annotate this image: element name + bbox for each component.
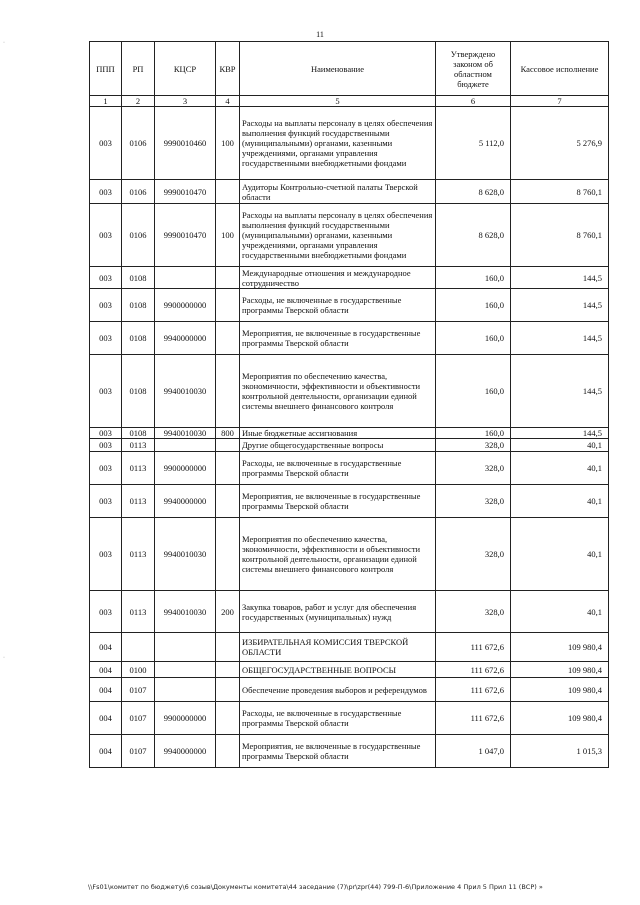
cell-name: ОБЩЕГОСУДАРСТВЕННЫЕ ВОПРОСЫ xyxy=(240,662,436,678)
cell-kvr xyxy=(216,322,240,355)
cell-kcsr: 9940010030 xyxy=(155,591,216,633)
cell-executed: 144,5 xyxy=(511,322,609,355)
cell-approved: 160,0 xyxy=(436,355,511,428)
cell-kvr xyxy=(216,702,240,735)
cell-approved: 160,0 xyxy=(436,322,511,355)
cell-ppp: 003 xyxy=(90,452,122,485)
cell-kcsr: 9940000000 xyxy=(155,322,216,355)
cell-approved: 328,0 xyxy=(436,439,511,452)
table-row xyxy=(90,735,609,768)
table-row xyxy=(90,180,609,204)
cell-executed: 109 980,4 xyxy=(511,702,609,735)
cell-approved: 328,0 xyxy=(436,518,511,591)
cell-name: Расходы, не включенные в государственные программы Тверской области xyxy=(240,702,436,735)
cell-executed: 5 276,9 xyxy=(511,107,609,180)
cell-name: Мероприятия по обеспечению качества, экономичности, эффективности и объективности контрольной деятельности, организации единой системы внешнего финансового контроля xyxy=(240,355,436,428)
table-row xyxy=(90,204,609,267)
cell-kcsr xyxy=(155,678,216,702)
cell-name: Другие общегосударственные вопросы xyxy=(240,439,436,452)
cell-kcsr: 9900000000 xyxy=(155,702,216,735)
cell-kvr xyxy=(216,735,240,768)
cell-kcsr: 9940000000 xyxy=(155,735,216,768)
cell-kcsr xyxy=(155,662,216,678)
table-row xyxy=(90,662,609,678)
page-number: 11 xyxy=(316,30,324,39)
table-row xyxy=(90,678,609,702)
table-row xyxy=(90,107,609,180)
cell-kvr xyxy=(216,180,240,204)
cell-executed: 144,5 xyxy=(511,355,609,428)
cell-kvr: 800 xyxy=(216,428,240,439)
budget-table xyxy=(89,41,609,768)
col-header-name: Наименование xyxy=(240,42,436,96)
cell-executed: 144,5 xyxy=(511,428,609,439)
table-row xyxy=(90,355,609,428)
cell-kvr xyxy=(216,518,240,591)
cell-kvr: 100 xyxy=(216,107,240,180)
cell-rp: 0107 xyxy=(122,735,155,768)
scan-margin-mark: · xyxy=(3,655,5,661)
cell-rp: 0107 xyxy=(122,678,155,702)
cell-kcsr: 9940010030 xyxy=(155,428,216,439)
cell-kcsr: 9990010460 xyxy=(155,107,216,180)
index-cell: 3 xyxy=(155,96,216,107)
cell-ppp: 003 xyxy=(90,180,122,204)
col-header-kvr: КВР xyxy=(216,42,240,96)
cell-kvr: 100 xyxy=(216,204,240,267)
cell-ppp: 003 xyxy=(90,355,122,428)
cell-rp: 0100 xyxy=(122,662,155,678)
cell-executed: 109 980,4 xyxy=(511,678,609,702)
cell-rp: 0113 xyxy=(122,452,155,485)
cell-approved: 1 047,0 xyxy=(436,735,511,768)
col-header-ppp: ППП xyxy=(90,42,122,96)
index-cell: 6 xyxy=(436,96,511,107)
cell-rp: 0113 xyxy=(122,485,155,518)
col-header-kcsr: КЦСР xyxy=(155,42,216,96)
cell-ppp: 003 xyxy=(90,439,122,452)
cell-ppp: 004 xyxy=(90,633,122,662)
cell-kvr xyxy=(216,485,240,518)
table-body xyxy=(90,107,609,768)
index-cell: 1 xyxy=(90,96,122,107)
cell-approved: 8 628,0 xyxy=(436,180,511,204)
cell-approved: 160,0 xyxy=(436,267,511,289)
cell-ppp: 004 xyxy=(90,702,122,735)
cell-name: Мероприятия, не включенные в государственные программы Тверской области xyxy=(240,485,436,518)
index-cell: 5 xyxy=(240,96,436,107)
cell-ppp: 003 xyxy=(90,518,122,591)
cell-rp: 0106 xyxy=(122,180,155,204)
cell-executed: 109 980,4 xyxy=(511,633,609,662)
cell-executed: 8 760,1 xyxy=(511,204,609,267)
table-row xyxy=(90,485,609,518)
index-cell: 7 xyxy=(511,96,609,107)
index-cell: 4 xyxy=(216,96,240,107)
cell-ppp: 004 xyxy=(90,678,122,702)
cell-kcsr xyxy=(155,439,216,452)
cell-kcsr xyxy=(155,633,216,662)
table-row xyxy=(90,452,609,485)
cell-kvr xyxy=(216,452,240,485)
cell-kcsr: 9900000000 xyxy=(155,452,216,485)
cell-ppp: 003 xyxy=(90,267,122,289)
cell-kcsr: 9990010470 xyxy=(155,180,216,204)
cell-kvr: 200 xyxy=(216,591,240,633)
col-header-executed: Кассовое исполнение xyxy=(511,42,609,96)
file-path-footer: \\Fs01\комитет по бюджету\6 созыв\Документы комитета\44 заседание (7)\pr\zpr(44) 799-П-6\Приложение 4 Прил 5 Прил 11 (ВСР) » xyxy=(88,883,543,891)
cell-rp: 0106 xyxy=(122,107,155,180)
cell-approved: 160,0 xyxy=(436,428,511,439)
cell-kvr xyxy=(216,678,240,702)
table-row xyxy=(90,428,609,439)
cell-name: Расходы, не включенные в государственные программы Тверской области xyxy=(240,452,436,485)
index-cell: 2 xyxy=(122,96,155,107)
cell-kvr xyxy=(216,355,240,428)
cell-approved: 328,0 xyxy=(436,591,511,633)
cell-name: Обеспечение проведения выборов и референдумов xyxy=(240,678,436,702)
col-header-approved: Утверждено законом об областном бюджете xyxy=(436,42,511,96)
cell-rp xyxy=(122,633,155,662)
cell-ppp: 003 xyxy=(90,322,122,355)
cell-name: Закупка товаров, работ и услуг для обеспечения государственных (муниципальных) нужд xyxy=(240,591,436,633)
cell-name: ИЗБИРАТЕЛЬНАЯ КОМИССИЯ ТВЕРСКОЙ ОБЛАСТИ xyxy=(240,633,436,662)
header-row xyxy=(90,42,609,96)
cell-kvr xyxy=(216,633,240,662)
cell-rp: 0106 xyxy=(122,204,155,267)
cell-approved: 111 672,6 xyxy=(436,633,511,662)
cell-executed: 40,1 xyxy=(511,452,609,485)
cell-kvr xyxy=(216,289,240,322)
cell-rp: 0113 xyxy=(122,518,155,591)
cell-executed: 109 980,4 xyxy=(511,662,609,678)
cell-kvr xyxy=(216,439,240,452)
cell-kcsr: 9940000000 xyxy=(155,485,216,518)
cell-executed: 40,1 xyxy=(511,518,609,591)
cell-approved: 111 672,6 xyxy=(436,678,511,702)
cell-approved: 160,0 xyxy=(436,289,511,322)
table-row xyxy=(90,702,609,735)
scan-margin-mark: · xyxy=(3,40,5,46)
cell-approved: 8 628,0 xyxy=(436,204,511,267)
cell-ppp: 004 xyxy=(90,662,122,678)
cell-executed: 144,5 xyxy=(511,267,609,289)
cell-ppp: 003 xyxy=(90,107,122,180)
cell-name: Мероприятия, не включенные в государственные программы Тверской области xyxy=(240,322,436,355)
cell-kvr xyxy=(216,662,240,678)
index-row xyxy=(90,96,609,107)
cell-kcsr: 9900000000 xyxy=(155,289,216,322)
cell-rp: 0108 xyxy=(122,322,155,355)
cell-executed: 8 760,1 xyxy=(511,180,609,204)
col-header-rp: РП xyxy=(122,42,155,96)
cell-ppp: 003 xyxy=(90,204,122,267)
cell-rp: 0108 xyxy=(122,289,155,322)
cell-executed: 1 015,3 xyxy=(511,735,609,768)
cell-kcsr: 9940010030 xyxy=(155,518,216,591)
cell-kcsr xyxy=(155,267,216,289)
cell-executed: 40,1 xyxy=(511,485,609,518)
cell-name: Иные бюджетные ассигнования xyxy=(240,428,436,439)
cell-approved: 328,0 xyxy=(436,485,511,518)
cell-rp: 0108 xyxy=(122,428,155,439)
cell-approved: 111 672,6 xyxy=(436,702,511,735)
cell-approved: 111 672,6 xyxy=(436,662,511,678)
cell-name: Международные отношения и международное сотрудничество xyxy=(240,267,436,289)
cell-executed: 40,1 xyxy=(511,591,609,633)
table-row xyxy=(90,439,609,452)
cell-ppp: 003 xyxy=(90,485,122,518)
cell-rp: 0108 xyxy=(122,267,155,289)
cell-rp: 0107 xyxy=(122,702,155,735)
cell-ppp: 003 xyxy=(90,289,122,322)
cell-rp: 0108 xyxy=(122,355,155,428)
cell-ppp: 003 xyxy=(90,591,122,633)
cell-name: Расходы, не включенные в государственные программы Тверской области xyxy=(240,289,436,322)
table-row xyxy=(90,591,609,633)
table-row xyxy=(90,633,609,662)
cell-approved: 328,0 xyxy=(436,452,511,485)
cell-name: Расходы на выплаты персоналу в целях обеспечения выполнения функций государственными (муниципальными) органами, казенными учреждениями, органами управления государственными внебюджетными фондами xyxy=(240,107,436,180)
cell-name: Мероприятия, не включенные в государственные программы Тверской области xyxy=(240,735,436,768)
cell-approved: 5 112,0 xyxy=(436,107,511,180)
cell-kvr xyxy=(216,267,240,289)
table-row xyxy=(90,267,609,289)
cell-name: Расходы на выплаты персоналу в целях обеспечения выполнения функций государственными (муниципальными) органами, казенными учреждениями, органами управления государственными внебюджетными фондами xyxy=(240,204,436,267)
table-row xyxy=(90,518,609,591)
cell-rp: 0113 xyxy=(122,439,155,452)
cell-executed: 144,5 xyxy=(511,289,609,322)
cell-name: Мероприятия по обеспечению качества, экономичности, эффективности и объективности контрольной деятельности, организации единой системы внешнего финансового контроля xyxy=(240,518,436,591)
cell-name: Аудиторы Контрольно-счетной палаты Тверской области xyxy=(240,180,436,204)
cell-executed: 40,1 xyxy=(511,439,609,452)
cell-rp: 0113 xyxy=(122,591,155,633)
cell-ppp: 004 xyxy=(90,735,122,768)
cell-kcsr: 9990010470 xyxy=(155,204,216,267)
table-row xyxy=(90,289,609,322)
cell-ppp: 003 xyxy=(90,428,122,439)
cell-kcsr: 9940010030 xyxy=(155,355,216,428)
table-row xyxy=(90,322,609,355)
